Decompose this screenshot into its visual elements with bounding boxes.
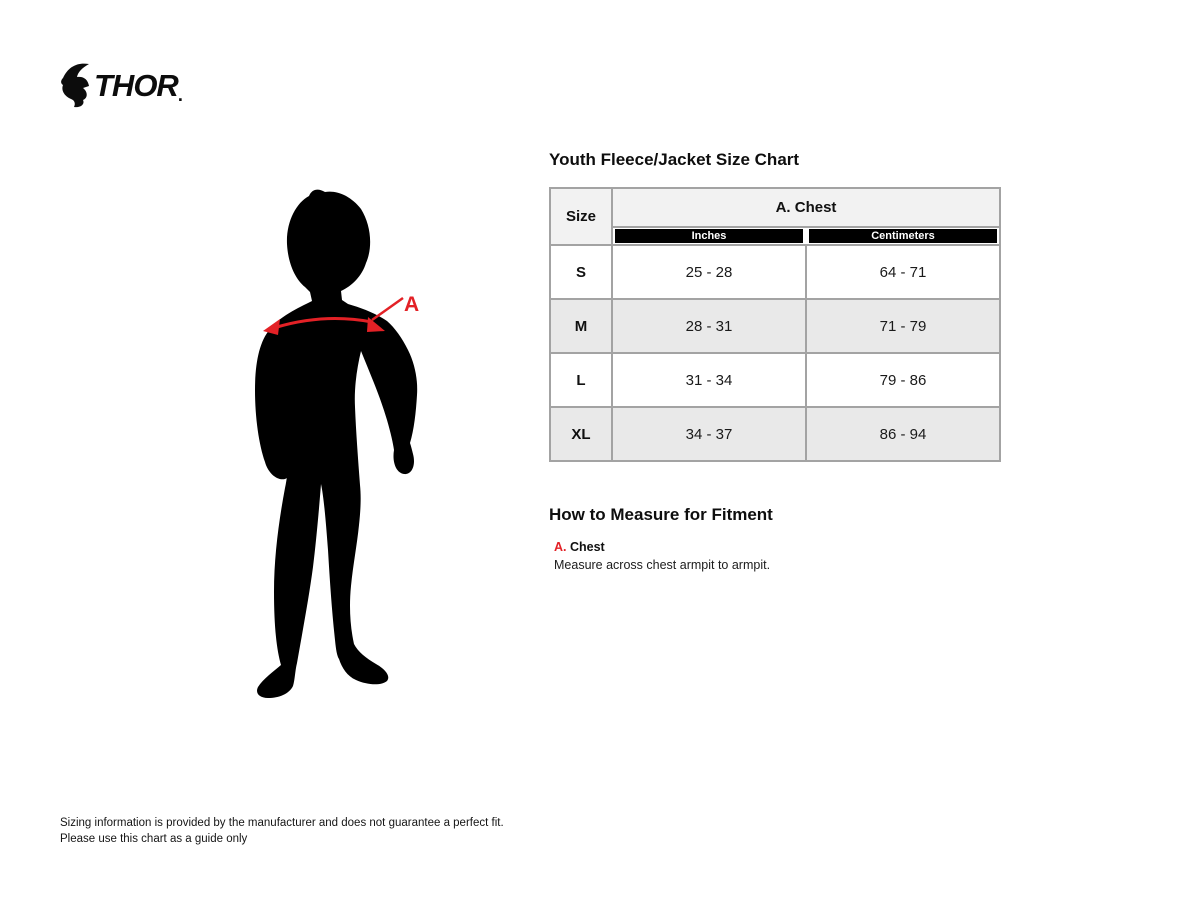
centimeters-value: 86 - 94 [806, 407, 1000, 461]
size-chart-title: Youth Fleece/Jacket Size Chart [549, 150, 800, 169]
centimeters-value: 64 - 71 [806, 245, 1000, 299]
measure-item-description: Measure across chest armpit to armpit. [554, 558, 771, 572]
centimeters-value: 79 - 86 [806, 353, 1000, 407]
inches-unit-header: Inches [615, 229, 803, 243]
thor-logo [59, 62, 183, 108]
child-silhouette [255, 190, 420, 698]
measure-item-heading [554, 540, 770, 554]
table-row-s [550, 245, 1000, 299]
measurement-figure [252, 188, 432, 700]
disclaimer-line-1: Sizing information is provided by the manufacturer and does not guarantee a perfect fit. [60, 817, 504, 829]
table-row-l [550, 353, 1000, 407]
disclaimer-line-2: Please use this chart as a guide only [60, 832, 248, 845]
inches-header-cell [612, 227, 806, 245]
measure-item-letter: A. [554, 540, 567, 554]
thor-logo-text: THOR [94, 67, 178, 103]
thor-logo-trademark-dot: . [177, 85, 183, 105]
table-row-xl [550, 407, 1000, 461]
size-label: M [550, 299, 612, 353]
size-column-header: Size [550, 188, 612, 245]
measure-item-name: Chest [569, 540, 605, 554]
table-row-m [550, 299, 1000, 353]
size-label: L [550, 353, 612, 407]
thor-goat-icon [59, 62, 91, 108]
centimeters-header-cell [806, 227, 1000, 245]
inches-value: 34 - 37 [612, 407, 806, 461]
inches-value: 25 - 28 [612, 245, 806, 299]
size-label: XL [550, 407, 612, 461]
disclaimer [60, 816, 504, 847]
measure-item-chest [554, 540, 770, 572]
size-label: S [550, 245, 612, 299]
chest-measurement-header: A. Chest [612, 188, 1000, 227]
centimeters-value: 71 - 79 [806, 299, 1000, 353]
size-table [549, 187, 1001, 462]
inches-value: 31 - 34 [612, 353, 806, 407]
measurement-label-a: A [404, 293, 420, 316]
inches-value: 28 - 31 [612, 299, 806, 353]
centimeters-unit-header: Centimeters [809, 229, 997, 243]
how-to-measure-title: How to Measure for Fitment [549, 505, 773, 524]
